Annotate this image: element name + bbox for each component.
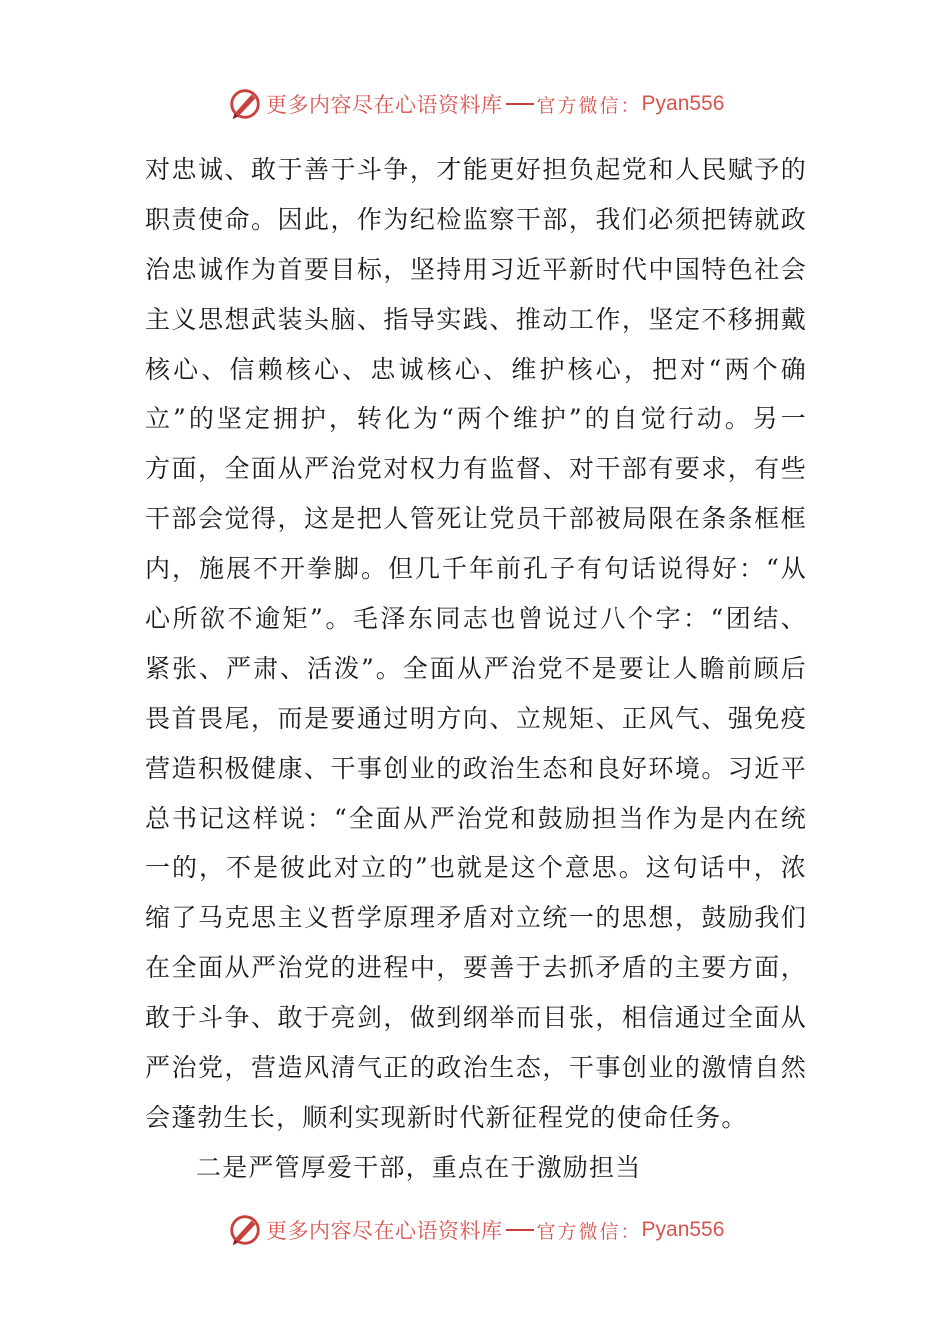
banner-site-name: 更多内容尽在心语资料库 [266,1219,503,1243]
text-line: 在全面从严治党的进程中，要善于去抓矛盾的主要方面， [145,953,807,983]
text-line: 主义思想武装头脑、指导实践、推动工作，坚定不移拥戴 [145,304,807,334]
text-line: 对忠诚、敢于善于斗争，才能更好担负起党和人民赋予的 [145,155,807,184]
banner-dash [506,1229,534,1231]
text-line: 方面，全面从严治党对权力有监督、对干部有要求，有些 [145,454,807,484]
banner-wechat-id: Pyan556 [641,92,725,115]
text-line: 缩了马克思主义哲学原理矛盾对立统一的思想，鼓励我们 [145,903,807,933]
text-line: 心所欲不逾矩”。毛泽东同志也曾说过八个字：“团结、 [145,604,807,634]
text-line: 总书记这样说：“全面从严治党和鼓励担当作为是内在统 [145,803,807,833]
footer-watermark-banner [226,1210,724,1250]
text-line: 干部会觉得，这是把人管死让党员干部被局限在条条框框 [145,504,807,534]
text-line: 立”的坚定拥护，转化为“两个维护”的自觉行动。另一 [145,404,807,434]
text-line: 会蓬勃生长，顺利实现新时代新征程党的使命任务。 [145,1102,748,1132]
text-line: 敢于斗争、敢于亮剑，做到纲举而目张，相信通过全面从 [145,1003,807,1033]
text-line: 严治党，营造风清气正的政治生态，干事创业的激情自然 [145,1053,807,1083]
banner-wechat-id: Pyan556 [641,1218,725,1241]
text-line: 治忠诚作为首要目标，坚持用习近平新时代中国特色社会 [145,254,807,284]
text-line: 畏首畏尾，而是要通过明方向、立规矩、正风气、强免疫 [145,703,807,733]
section-heading: 二是严管厚爱干部，重点在于激励担当 [196,1153,642,1182]
banner-site-name: 更多内容尽在心语资料库 [266,93,503,117]
text-line: 核心、信赖核心、忠诚核心、维护核心，把对“两个确 [145,354,807,384]
banner-wechat-label: 官方微信： [536,94,642,117]
text-line: 营造积极健康、干事创业的政治生态和良好环境。习近平 [145,753,807,783]
text-line: 一的，不是彼此对立的”也就是这个意思。这句话中，浓 [145,853,807,883]
text-line: 紧张、严肃、活泼”。全面从严治党不是要让人瞻前顾后 [145,653,807,683]
text-line: 内，施展不开拳脚。但几千年前孔子有句话说得好：“从 [145,554,807,584]
banner-dash [506,103,534,105]
header-watermark-banner [226,84,724,124]
body-paragraph [145,145,807,1143]
pen-logo-icon [226,1211,264,1249]
banner-wechat-label: 官方微信： [536,1220,642,1243]
pen-logo-icon [226,85,264,123]
text-line: 职责使命。因此，作为纪检监察干部，我们必须把铸就政 [145,204,807,234]
